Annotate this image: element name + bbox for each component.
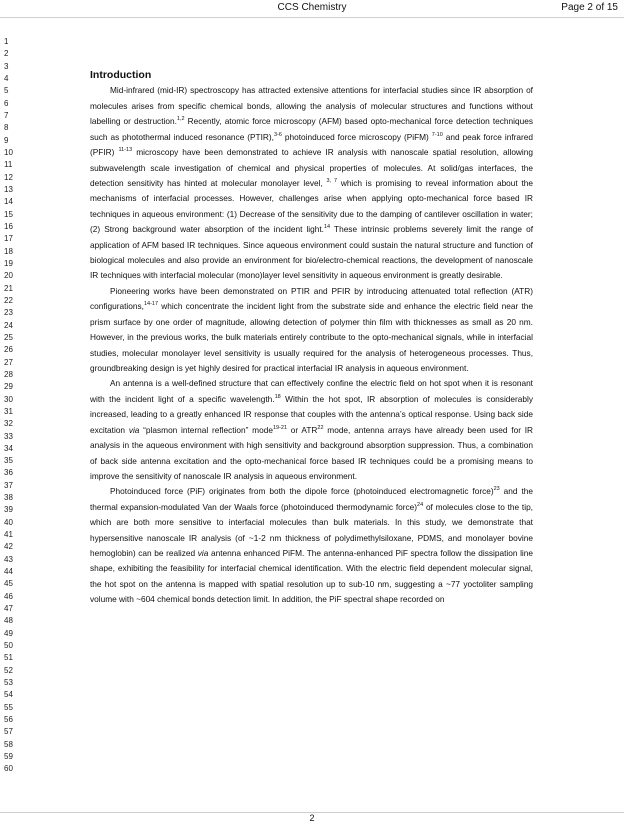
text-run: Photoinduced force (PiF) originates from both the dipole force (photoinduced electromagnetic force) (110, 486, 494, 497)
text-run: of molecules close to the tip, which are both more sensitive to interfacial molecules than bulk materials. In this study, we demonstrate that hypersensitive nanoscale IR analysis (of ~1-2 nm thickness of polydimethylsiloxane, PDMS, and monolayer bovine hemoglobin) can be realized (90, 501, 533, 559)
text-run: Mid-infrared (mid-IR) spectroscopy has attracted extensive attentions for interfacial studies since IR absorption of molecules arises from specific chemical bonds, allowing the analysis of molecular structures and functions without labelling or destruction. (90, 85, 533, 127)
line-number: 1 (4, 37, 9, 46)
running-header-page-count: Page 2 of 15 (561, 2, 618, 13)
line-number: 36 (4, 468, 13, 478)
line-number: 15 (4, 209, 13, 219)
line-number: 41 (4, 530, 13, 540)
citation-superscript: 18 (274, 394, 281, 401)
paragraph-4 (90, 484, 533, 607)
line-number-column (4, 36, 18, 776)
line-number: 11 (4, 160, 13, 170)
line-number: 35 (4, 456, 13, 466)
citation-superscript: 11-13 (118, 147, 133, 154)
citation-superscript: 22 (317, 424, 324, 431)
line-number: 37 (4, 480, 13, 490)
line-number: 48 (4, 616, 13, 626)
citation-superscript: 14 (323, 224, 331, 231)
italic-term: via (128, 424, 140, 435)
line-number: 32 (4, 419, 13, 429)
citation-superscript: 24 (417, 502, 424, 509)
line-number: 53 (4, 678, 13, 688)
line-number: 33 (4, 431, 13, 441)
line-number: 10 (4, 147, 13, 157)
text-run: or ATR (287, 424, 318, 435)
text-run: “plasmon internal reflection” mode (139, 424, 273, 435)
italic-term: via (197, 548, 209, 559)
text-run: and peak force infrared (PFIR) (90, 131, 533, 158)
line-number: 52 (4, 665, 13, 675)
line-number: 13 (4, 184, 13, 194)
line-number: 12 (4, 172, 13, 182)
line-number: 26 (4, 345, 13, 355)
line-number: 50 (4, 641, 13, 651)
text-run: Pioneering works have been demonstrated on PTIR and PFIR by introducing attenuated total reflection (ATR) configurations, (90, 285, 533, 312)
line-number: 17 (4, 234, 13, 244)
text-run: These intrinsic problems severely limit the range of application of AFM based IR techniques. Since aqueous environment could sustain the natural structure and function of biological molecules and also provide an environment for bio/electro-chemical reactions, the development of nanoscale IR techniques with interfacial molecular (mono)layer level sensitivity in aqueous environment is greatly desirable. (90, 224, 533, 281)
paragraph-3 (90, 376, 533, 484)
text-run: and the thermal expansion-modulated Van der Waals force (photoinduced thermodynamic force) (90, 486, 533, 512)
line-number: 51 (4, 653, 13, 663)
text-run: which concentrate the incident light from the substrate side and enhance the electric field near the prism surface by one order of magnitude, allowing detection of polymer thin film with thicknesses as small as 20 nm. However, in the previous works, the bulk materials entirely contribute to the opto-mechanical signals, while in interfacial studies, molecular monolayer level sensitivity is usually required for the analysis of heterogeneous processes. Thus, groundbreaking design is yet highly desired for practical interfacial IR analysis in aqueous environment. (90, 301, 533, 373)
line-number: 55 (4, 702, 13, 712)
line-number: 20 (4, 271, 13, 281)
line-number: 3 (4, 61, 9, 71)
text-run: antenna enhanced PiFM. The antenna-enhanced PiF spectra follow the dissipation line shape, exhibiting the feasibility for interfacial chemical identification. With the electric field dependent molecular signal, the hot spot on the antenna is mapped with spatial resolution up to sub-10 nm, suggesting a ~77 yoctoliter sampling volume with ~604 chemical bonds detection limit. In addition, the PiF spectral shape recorded on (90, 548, 533, 605)
line-number: 57 (4, 727, 13, 737)
running-header-journal: CCS Chemistry (277, 2, 347, 13)
line-number: 46 (4, 591, 13, 601)
line-number: 43 (4, 554, 13, 564)
line-number: 31 (4, 406, 13, 416)
citation-superscript: 19-21 (272, 424, 288, 431)
article-body (90, 68, 533, 608)
line-number: 21 (4, 283, 13, 293)
line-number: 8 (4, 123, 9, 133)
line-number: 42 (4, 542, 13, 552)
line-number: 38 (4, 493, 13, 503)
line-number: 29 (4, 382, 13, 392)
text-run: mode, antenna arrays have already been used for IR analysis in the aqueous environment with high sensitivity and background absorption suppression. Thus, a combination of back side antenna excitation and the opto-mechanical force based IR techniques could be a promising means to improve the sensitivity of nanoscale IR analysis in aqueous environment. (90, 424, 534, 481)
text-run: microscopy have been demonstrated to achieve IR analysis with nanoscale spatial resolution, allowing subwavelength scale investigation of chemical and physical properties of molecules. At solid/gas interfaces, the detection sensitivity has hinted at molecular monolayer level, (90, 147, 534, 188)
line-number: 56 (4, 715, 13, 725)
paragraph-1 (90, 83, 533, 283)
line-number: 39 (4, 505, 13, 515)
line-number: 22 (4, 295, 13, 305)
line-number: 14 (4, 197, 13, 207)
text-run: which is promising to reveal information about the mechanisms of interfacial processes. However, challenges arise when applying opto-mechanical force based IR techniques in aqueous environment: (1) Decrease of the sensitivity due to the damping of cantilever oscillation in water; (2) Strong background water absorption of the incident light. (90, 177, 533, 235)
line-number: 45 (4, 579, 13, 589)
line-number: 2 (4, 49, 9, 59)
citation-superscript: 1,2 (176, 116, 185, 123)
paragraph-2 (90, 284, 533, 377)
line-number: 34 (4, 443, 13, 453)
line-number: 23 (4, 308, 13, 318)
line-number: 27 (4, 357, 13, 367)
line-number: 9 (4, 135, 9, 145)
line-number: 59 (4, 752, 13, 762)
line-number: 7 (4, 110, 9, 120)
line-number: 28 (4, 369, 13, 379)
line-number: 25 (4, 332, 13, 342)
text-run: Recently, atomic force microscopy (AFM) based opto-mechanical force detection techniques such as photothermal induced resonance (PTIR), (90, 116, 533, 142)
line-number: 16 (4, 221, 13, 231)
line-number: 54 (4, 690, 13, 700)
line-number: 60 (4, 764, 13, 774)
citation-superscript: 7-10 (431, 131, 443, 138)
header-rule (0, 17, 624, 18)
line-number: 18 (4, 246, 13, 256)
line-number: 24 (4, 320, 13, 330)
line-number: 4 (4, 73, 9, 83)
section-heading: Introduction (90, 69, 152, 81)
page-number: 2 (309, 813, 315, 823)
citation-superscript: 3-6 (273, 131, 282, 138)
line-number: 49 (4, 628, 13, 638)
line-number: 47 (4, 604, 13, 614)
text-run: Within the hot spot, IR absorption of molecules is considerably increased, leading to a greatly enhanced IR response that couples with the antenna’s optical response. Using back side excitation (90, 393, 533, 435)
line-number: 40 (4, 517, 13, 527)
citation-superscript: 3, 7 (326, 178, 338, 185)
line-number: 5 (4, 86, 9, 96)
line-number: 6 (4, 98, 9, 108)
line-number: 44 (4, 567, 13, 577)
line-number: 19 (4, 258, 13, 268)
text-run: photoinduced force microscopy (PiFM) (281, 131, 432, 142)
text-run: An antenna is a well-defined structure that can effectively confine the electric field on hot spot when it is resonant with the incident light of a specific wavelength. (90, 378, 533, 404)
citation-superscript: 23 (493, 486, 500, 493)
line-number: 58 (4, 739, 13, 749)
line-number: 30 (4, 394, 13, 404)
citation-superscript: 14-17 (143, 301, 159, 308)
